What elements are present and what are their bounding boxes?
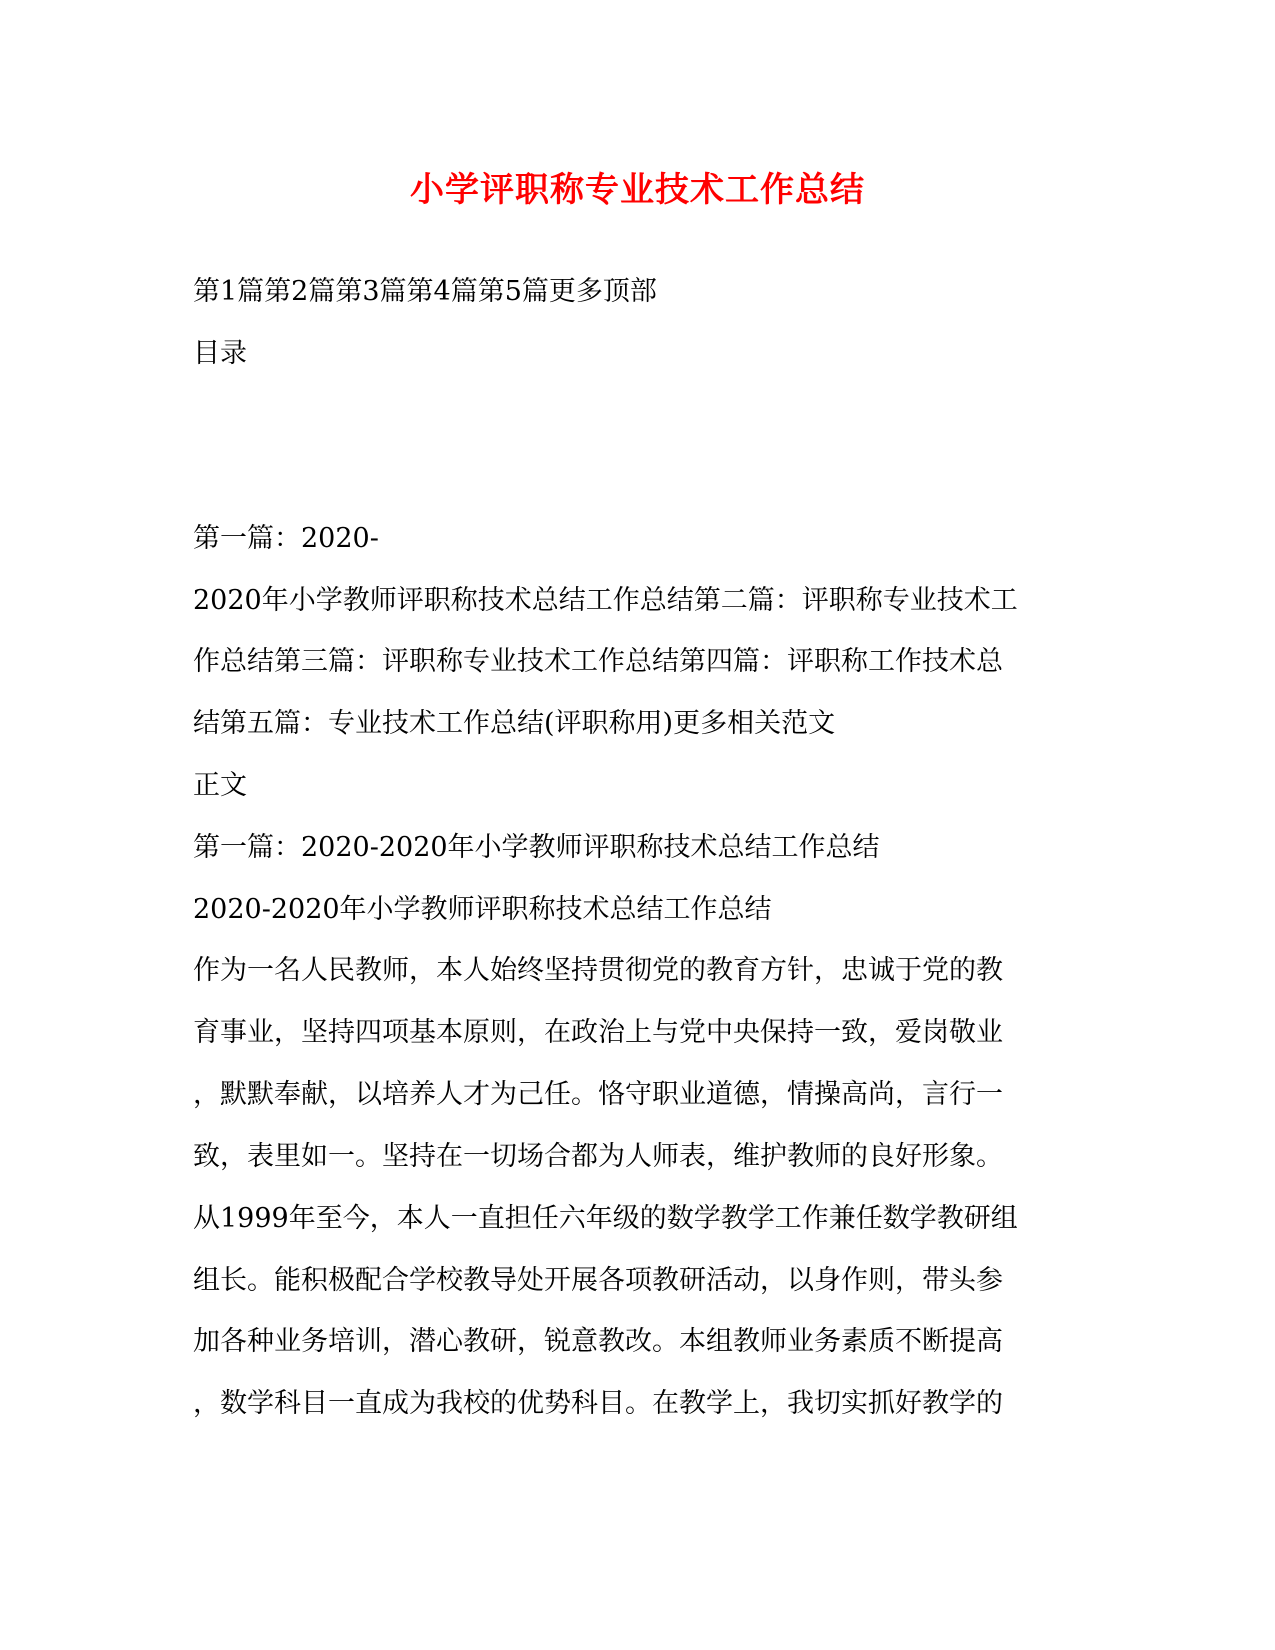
paragraph-line: 加各种业务培训，潜心教研，锐意教改。本组教师业务素质不断提高 (193, 1326, 1003, 1357)
paragraph-line: 致，表里如一。坚持在一切场合都为人师表，维护教师的良好形象。 (193, 1141, 1003, 1172)
paragraph-line: 组长。能积极配合学校教导处开展各项教研活动，以身作则，带头参 (193, 1265, 1003, 1296)
nav-links[interactable]: 第1篇第2篇第3篇第4篇第5篇更多顶部 (193, 276, 657, 307)
article-subtitle: 2020-2020年小学教师评职称技术总结工作总结 (193, 894, 772, 925)
document-title: 小学评职称专业技术工作总结 (410, 170, 865, 210)
toc-line: 第一篇：2020- (193, 523, 379, 554)
toc-heading: 目录 (193, 338, 247, 369)
body-heading: 正文 (193, 770, 247, 801)
toc-line: 作总结第三篇：评职称专业技术工作总结第四篇：评职称工作技术总 (193, 646, 1003, 677)
toc-line: 2020年小学教师评职称技术总结工作总结第二篇：评职称专业技术工 (193, 585, 1018, 616)
paragraph-line: ，数学科目一直成为我校的优势科目。在教学上，我切实抓好教学的 (193, 1388, 1003, 1419)
article-heading: 第一篇：2020-2020年小学教师评职称技术总结工作总结 (193, 832, 880, 863)
toc-line: 结第五篇：专业技术工作总结(评职称用)更多相关范文 (193, 708, 836, 739)
paragraph-line: 从1999年至今，本人一直担任六年级的数学教学工作兼任数学教研组 (193, 1203, 1018, 1234)
paragraph-line: 育事业，坚持四项基本原则，在政治上与党中央保持一致，爱岗敬业 (193, 1017, 1003, 1048)
paragraph-line: 作为一名人民教师，本人始终坚持贯彻党的教育方针，忠诚于党的教 (193, 955, 1003, 986)
paragraph-line: ，默默奉献，以培养人才为己任。恪守职业道德，情操高尚，言行一 (193, 1079, 1003, 1110)
